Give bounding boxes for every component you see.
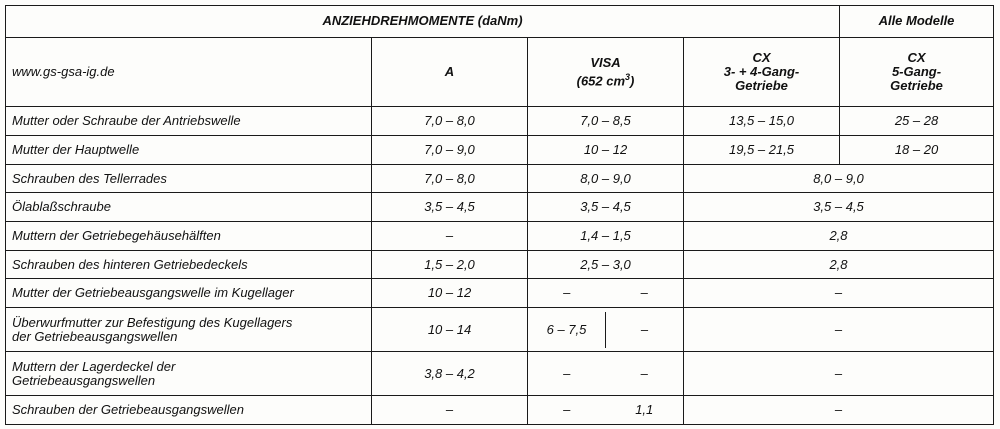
torque-table (5, 5, 994, 425)
value-cx: 2,8 (684, 250, 994, 279)
value-a: 3,5 – 4,5 (372, 193, 528, 222)
row-label: Schrauben des Tellerrades (6, 164, 372, 193)
table-row (6, 193, 994, 222)
table-row (6, 352, 994, 396)
value-visa-left: 6 – 7,5 (546, 321, 587, 337)
table-row (6, 250, 994, 279)
value-visa-split (528, 308, 684, 352)
row-label: Schrauben der Getriebeausgangswellen (6, 396, 372, 425)
value-cx34: 13,5 – 15,0 (684, 107, 840, 136)
table-row (6, 222, 994, 251)
value-a: 1,5 – 2,0 (372, 250, 528, 279)
value-a: 7,0 – 9,0 (372, 136, 528, 165)
visa-line1: VISA (590, 55, 621, 71)
value-visa: 8,0 – 9,0 (528, 164, 684, 193)
value-cx: – (684, 352, 994, 396)
value-cx: – (684, 279, 994, 308)
value-visa-left: – (563, 285, 571, 301)
all-models-header: Alle Modelle (840, 6, 994, 38)
cx34-line3: Getriebe (735, 78, 788, 94)
value-visa: 2,5 – 3,0 (528, 250, 684, 279)
table-row (6, 308, 994, 352)
value-a: 3,8 – 4,2 (372, 352, 528, 396)
table-row (6, 396, 994, 425)
column-header-cx-34 (684, 37, 840, 106)
table-title: ANZIEHDREHMOMENTE (daNm) (6, 6, 840, 38)
value-visa-split (528, 279, 684, 308)
table-row (6, 279, 994, 308)
value-visa: 3,5 – 4,5 (528, 193, 684, 222)
value-visa-split (528, 352, 684, 396)
value-visa-left: – (563, 402, 571, 418)
value-visa-right: 1,1 (635, 402, 654, 418)
value-visa: 1,4 – 1,5 (528, 222, 684, 251)
cx5-line1: CX (907, 50, 926, 66)
value-a: – (372, 396, 528, 425)
title-row (6, 6, 994, 38)
column-header-row (6, 37, 994, 106)
row-label (6, 352, 372, 396)
column-header-cx-5 (840, 37, 994, 106)
website-label: www.gs-gsa-ig.de (6, 37, 372, 106)
cx34-line1: CX (752, 50, 771, 66)
value-a: 10 – 14 (372, 308, 528, 352)
row-label-line1: Überwurfmutter zur Befestigung des Kugellagers (12, 314, 293, 330)
value-visa-left: – (563, 365, 571, 381)
column-header-visa (528, 37, 684, 106)
row-label-line2: Getriebeausgangswellen (12, 372, 156, 388)
cx34-line2: 3- + 4-Gang- (723, 64, 800, 80)
table-row (6, 164, 994, 193)
value-a: 7,0 – 8,0 (372, 164, 528, 193)
table-row (6, 136, 994, 165)
value-cx: 8,0 – 9,0 (684, 164, 994, 193)
column-header-a: A (372, 37, 528, 106)
value-visa-split (528, 396, 684, 425)
value-cx: 2,8 (684, 222, 994, 251)
row-label: Mutter oder Schraube der Antriebswelle (6, 107, 372, 136)
row-label-line1: Muttern der Lagerdeckel der (12, 358, 176, 374)
value-cx: – (684, 396, 994, 425)
value-visa-right: – (640, 321, 649, 337)
value-cx5: 25 – 28 (840, 107, 994, 136)
value-cx: 3,5 – 4,5 (684, 193, 994, 222)
row-label: Mutter der Hauptwelle (6, 136, 372, 165)
value-a: – (372, 222, 528, 251)
row-label: Muttern der Getriebegehäusehälften (6, 222, 372, 251)
row-label: Schrauben des hinteren Getriebedeckels (6, 250, 372, 279)
value-a: 7,0 – 8,0 (372, 107, 528, 136)
row-label: Ölablaßschraube (6, 193, 372, 222)
value-visa-right: – (640, 365, 648, 381)
value-cx: – (684, 308, 994, 352)
value-visa: 10 – 12 (528, 136, 684, 165)
row-label-line2: der Getriebeausgangswellen (12, 328, 178, 344)
value-visa: 7,0 – 8,5 (528, 107, 684, 136)
visa-line2: (652 $cm^3$) (576, 72, 635, 89)
table-row (6, 107, 994, 136)
value-a: 10 – 12 (372, 279, 528, 308)
row-label: Mutter der Getriebeausgangswelle im Kugellager (6, 279, 372, 308)
value-visa-right: – (640, 285, 648, 301)
row-label (6, 308, 372, 352)
value-cx34: 19,5 – 21,5 (684, 136, 840, 165)
cx5-line3: Getriebe (890, 78, 943, 94)
cx5-line2: 5-Gang- (891, 64, 942, 80)
value-cx5: 18 – 20 (840, 136, 994, 165)
